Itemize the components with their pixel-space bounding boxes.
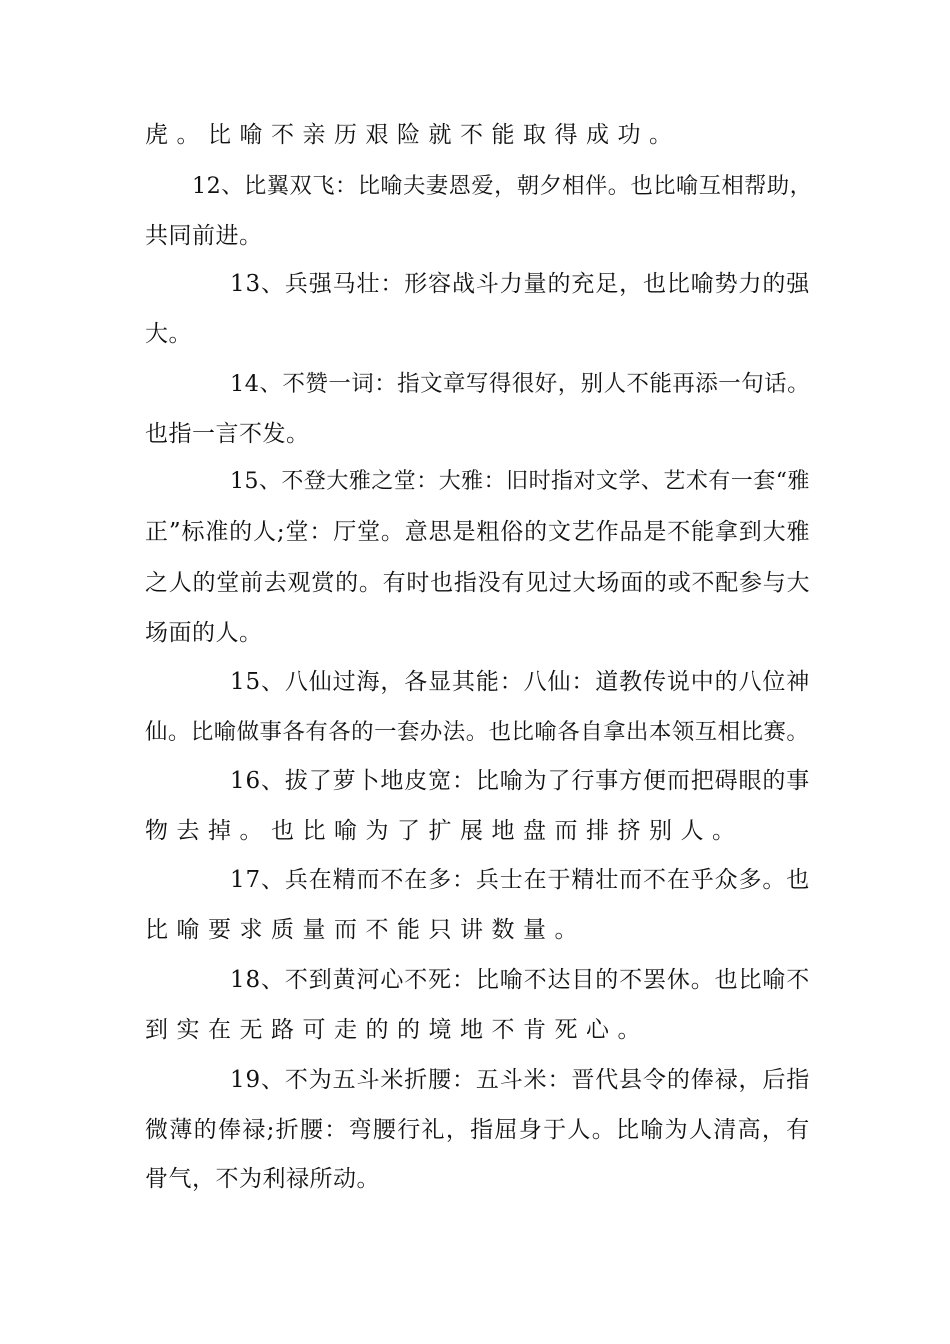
text-line: 12、比翼双飞：比喻夫妻恩爱，朝夕相伴。也比喻互相帮助， — [192, 173, 813, 199]
text-line: 虎。比喻不亲历艰险就不能取得成功。 — [145, 122, 681, 148]
text-line: 微薄的俸禄;折腰：弯腰行礼，指屈身于人。比喻为人清高，有 — [145, 1117, 811, 1143]
text-line: 16、拔了萝卜地皮宽：比喻为了行事方便而把碍眼的事 — [230, 768, 811, 794]
text-line: 物去掉。也比喻为了扩展地盘而排挤别人。 — [145, 818, 744, 844]
text-line: 19、不为五斗米折腰：五斗米：晋代县令的俸禄，后指 — [230, 1067, 811, 1093]
text-line: 共同前进。 — [145, 223, 263, 249]
text-line: 大。 — [145, 321, 192, 347]
text-line: 13、兵强马壮：形容战斗力量的充足，也比喻势力的强 — [230, 271, 811, 297]
text-line: 18、不到黄河心不死：比喻不达目的不罢休。也比喻不 — [230, 967, 811, 993]
text-line: 骨气，不为利禄所动。 — [145, 1166, 380, 1192]
text-line: 之人的堂前去观赏的。有时也指没有见过大场面的或不配参与大 — [145, 570, 811, 596]
text-line: 正”标准的人;堂：厅堂。意思是粗俗的文艺作品是不能拿到大雅 — [145, 519, 811, 545]
text-line: 17、兵在精而不在多：兵士在于精壮而不在乎众多。也 — [230, 867, 811, 893]
text-line: 比喻要求质量而不能只讲数量。 — [145, 917, 586, 943]
text-line: 也指一言不发。 — [145, 421, 310, 447]
text-line: 15、不登大雅之堂：大雅：旧时指对文学、艺术有一套“雅 — [230, 469, 810, 494]
text-line: 场面的人。 — [145, 620, 263, 646]
text-line: 14、不赞一词：指文章写得很好，别人不能再添一句话。 — [230, 371, 811, 397]
text-line: 15、八仙过海，各显其能：八仙：道教传说中的八位神 — [230, 669, 811, 695]
text-line: 到实在无路可走的的境地不肯死心。 — [145, 1017, 649, 1043]
text-line: 仙。比喻做事各有各的一套办法。也比喻各自拿出本领互相比赛。 — [145, 719, 810, 745]
